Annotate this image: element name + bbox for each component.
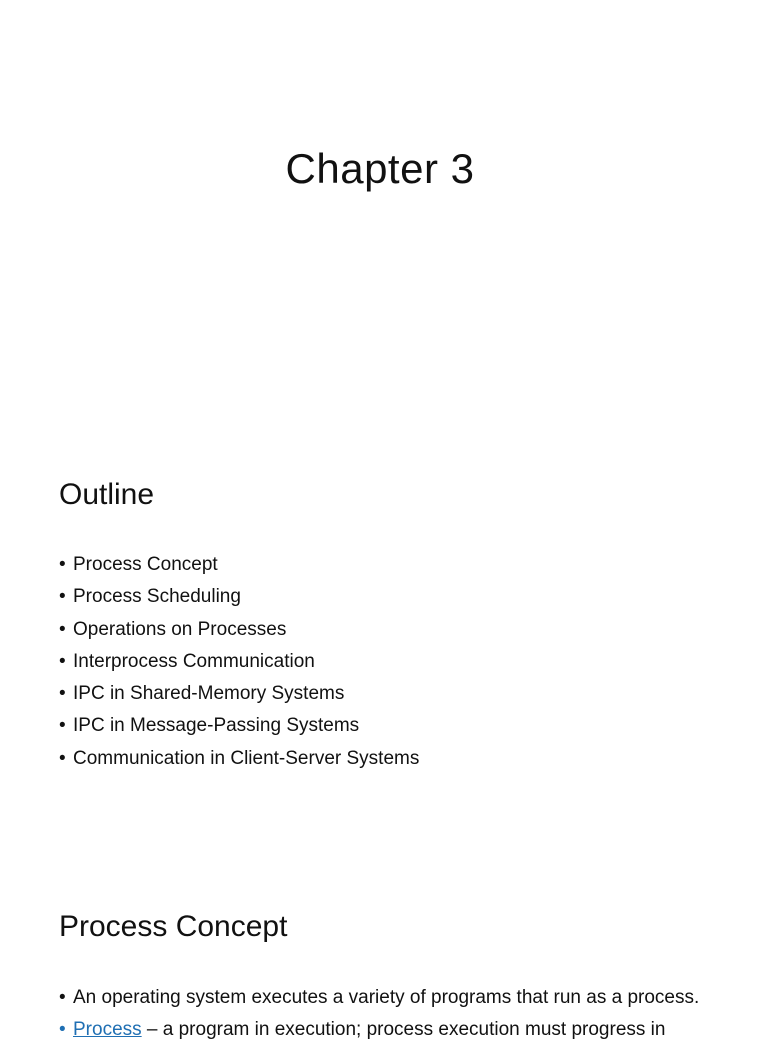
list-item	[59, 678, 419, 710]
list-item	[59, 710, 419, 742]
slide-title	[0, 0, 768, 432]
slide-outline	[0, 432, 768, 864]
bullet-icon: •	[59, 618, 66, 640]
list-item	[59, 646, 419, 678]
bullet-icon: •	[59, 683, 66, 705]
list-item	[59, 743, 419, 775]
list-item-text: Process Scheduling	[73, 586, 241, 608]
process-concept-list	[59, 982, 699, 1047]
process-term-link[interactable]: Process	[73, 1019, 142, 1041]
list-item-text: – a program in execution; process execution must progress in	[141, 1019, 666, 1041]
list-item-text: Operations on Processes	[73, 618, 287, 640]
list-item	[59, 614, 419, 646]
bullet-icon: •	[59, 554, 66, 575]
outline-list	[59, 549, 419, 775]
process-concept-heading: Process Concept	[59, 910, 288, 943]
bullet-icon: •	[59, 1019, 66, 1041]
bullet-icon: •	[59, 987, 66, 1008]
list-item	[59, 549, 419, 581]
list-item	[59, 581, 419, 613]
bullet-icon: •	[59, 715, 66, 737]
list-item-text: An operating system executes a variety of programs that run as a process.	[73, 987, 700, 1008]
list-item-text: IPC in Message-Passing Systems	[73, 715, 360, 737]
list-item-text: Interprocess Communication	[73, 650, 315, 672]
list-item-text: Process Concept	[73, 554, 218, 575]
list-item	[59, 982, 699, 1014]
list-item	[59, 1014, 699, 1046]
slide-process-concept	[0, 864, 768, 1041]
bullet-icon: •	[59, 586, 66, 608]
list-item-text: Communication in Client-Server Systems	[73, 747, 420, 769]
outline-heading: Outline	[59, 478, 155, 511]
chapter-title: Chapter 3	[285, 145, 475, 192]
bullet-icon: •	[59, 747, 66, 769]
list-item-text: IPC in Shared-Memory Systems	[73, 683, 345, 705]
bullet-icon: •	[59, 650, 66, 672]
